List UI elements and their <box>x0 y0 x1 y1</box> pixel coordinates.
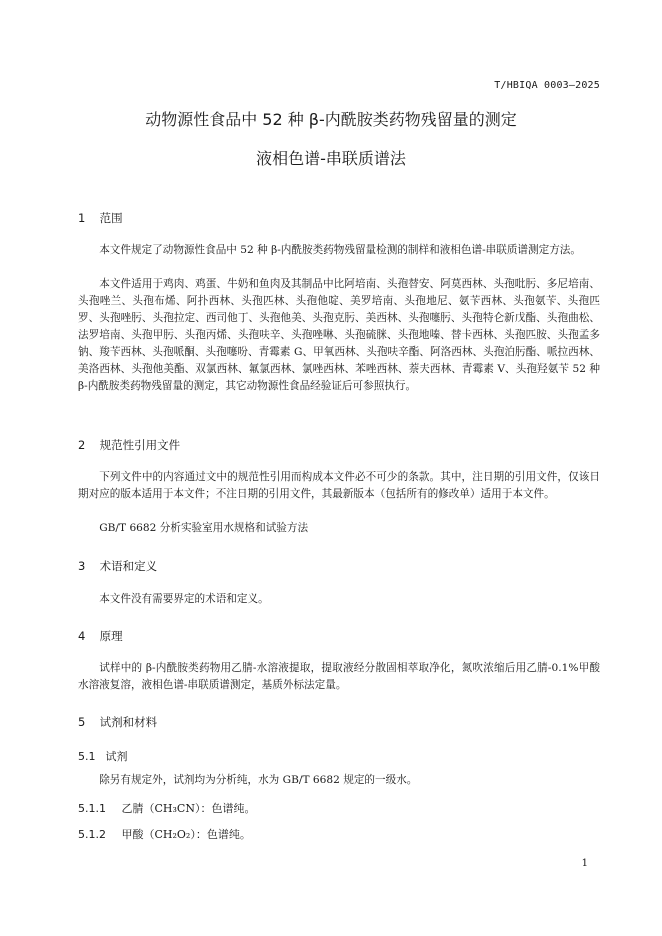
section-title: 范围 <box>99 211 123 225</box>
paragraph: 下列文件中的内容通过文中的规范性引用而构成本文件必不可少的条款。其中，注日期的引用文件，仅该日期对应的版本适用于本文件；不注日期的引用文件，其最新版本（包括所有的修改单）适用于本文件。 <box>78 471 600 500</box>
section-number: 1 <box>78 211 86 225</box>
section-title: 原理 <box>99 629 123 643</box>
item-text: 乙腈（CH₃CN）：色谱纯。 <box>121 802 256 815</box>
section-heading-1 <box>78 210 123 226</box>
paragraph: 试样中的 β-内酰胺类药物用乙腈-水溶液提取，提取液经分散固相萃取净化，氮吹浓缩后用乙腈-0.1%甲酸水溶液复溶，液相色谱-串联质谱测定，基质外标法定量。 <box>78 662 600 691</box>
item-text: 甲酸（CH₂O₂）：色谱纯。 <box>121 828 251 841</box>
subsection-number: 5.1 <box>78 750 96 763</box>
section-heading-3 <box>78 558 157 574</box>
item-number: 5.1.2 <box>78 828 106 841</box>
section-title: 术语和定义 <box>99 559 158 573</box>
subsection-heading-5-1 <box>78 748 128 764</box>
reagent-item <box>78 800 255 816</box>
item-number: 5.1.1 <box>78 802 106 815</box>
standard-code: T/HBIQA 0003—2025 <box>494 80 600 91</box>
section-heading-2 <box>78 437 180 453</box>
section-heading-5 <box>78 714 157 730</box>
paragraph: 本文件适用于鸡肉、鸡蛋、牛奶和鱼肉及其制品中比阿培南、头孢替安、阿莫西林、头孢吡肟、多尼培南、头孢唑兰、头孢布烯、阿扑西林、头孢匹林、头孢他啶、美罗培南、头孢地尼、氨苄西林、头孢氨苄、头孢匹罗、头孢唑肟、头孢拉定、西司他丁、头孢他美、头孢克肟、美西林、头孢噻肟、头孢特仑新戊酯、头孢曲松、法罗培南、头孢甲肟、头孢丙烯、头孢呋辛、头孢唑啉、头孢硫脒、头孢地嗪、替卡西林、头孢匹胺、头孢孟多钠、羧苄西林、头孢哌酮、头孢噻吩、青霉素 G、甲氧西林、头孢呋辛酯、阿洛西林、头孢泊肟酯、哌拉西林、美洛西林、头孢他美酯、双氯西林、氟氯西林、氯唑西林、苯唑西林、萘夫西林、青霉素 V、头孢羟氨苄 52 种 β-内酰胺类药物残留量的测定，其它动物源性食品经验证后可参照执行。 <box>78 278 600 392</box>
reagent-item <box>78 826 251 842</box>
section-heading-4 <box>78 628 123 644</box>
subsection-title: 试剂 <box>105 750 128 763</box>
section-number: 2 <box>78 438 86 452</box>
paragraph: 除另有规定外，试剂均为分析纯，水为 GB/T 6682 规定的一级水。 <box>99 774 418 786</box>
section-number: 5 <box>78 715 86 729</box>
section-title: 试剂和材料 <box>99 715 158 729</box>
section-number: 3 <box>78 559 86 573</box>
document-title: 动物源性食品中 52 种 β-内酰胺类药物残留量的测定 <box>145 110 517 129</box>
reference-item: GB/T 6682 分析实验室用水规格和试验方法 <box>99 522 309 534</box>
paragraph: 本文件没有需要界定的术语和定义。 <box>99 593 269 605</box>
section-title: 规范性引用文件 <box>99 438 181 452</box>
paragraph: 本文件规定了动物源性食品中 52 种 β-内酰胺类药物残留量检测的制样和液相色谱-串联质谱测定方法。 <box>99 244 581 256</box>
section-number: 4 <box>78 629 86 643</box>
document-subtitle: 液相色谱-串联质谱法 <box>256 149 406 168</box>
page-number: 1 <box>581 858 588 869</box>
